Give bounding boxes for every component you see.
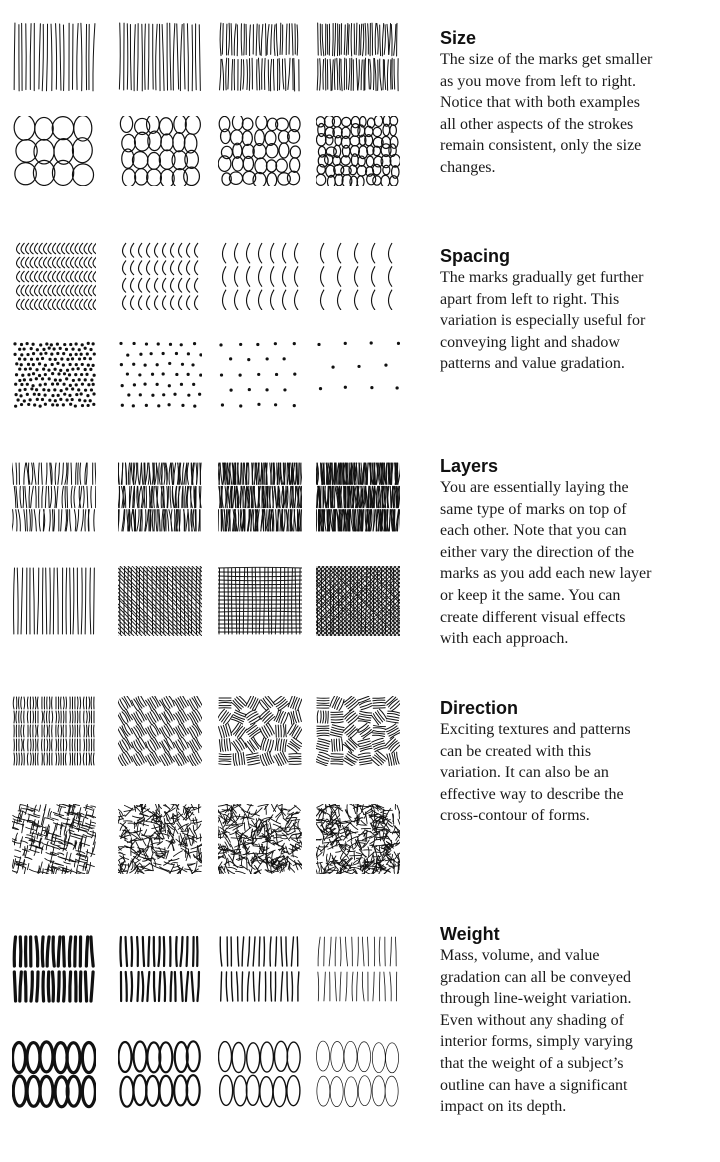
texture-panel xyxy=(118,340,202,410)
texture-panel xyxy=(118,566,202,636)
texture-panel xyxy=(118,462,202,532)
texture-swatch xyxy=(12,566,96,636)
section-size xyxy=(0,0,720,230)
section-heading: Weight xyxy=(440,924,500,944)
texture-swatch xyxy=(316,1040,400,1110)
section-heading: Direction xyxy=(440,698,519,718)
texture-panels-layers xyxy=(12,462,417,652)
texture-swatch xyxy=(218,22,302,92)
texture-panel xyxy=(218,804,302,874)
texture-swatch xyxy=(316,116,400,186)
texture-panel xyxy=(12,696,96,766)
texture-swatch xyxy=(118,116,202,186)
texture-panel xyxy=(12,240,96,310)
texture-panel xyxy=(218,1040,302,1110)
texture-panel xyxy=(316,340,400,410)
texture-panel xyxy=(316,1040,400,1110)
texture-swatch xyxy=(218,340,302,410)
section-body: The marks gradually get further apart from left to right. This variation is especially useful for conveying light and shadow patterns and value gradation. xyxy=(440,269,646,373)
texture-swatch xyxy=(12,462,96,532)
texture-panel xyxy=(118,934,202,1004)
texture-swatch xyxy=(118,340,202,410)
texture-panel xyxy=(218,116,302,186)
section-heading: Size xyxy=(440,28,477,48)
section-body: Exciting textures and patterns can be created with this variation. It can also be an effective way to describe the cross-contour of forms. xyxy=(440,721,631,825)
texture-panels-weight xyxy=(12,934,417,1134)
texture-panel xyxy=(118,696,202,766)
texture-swatch xyxy=(316,340,400,410)
texture-swatch xyxy=(218,566,302,636)
texture-panel xyxy=(218,462,302,532)
texture-swatch xyxy=(12,1040,96,1110)
texture-panel xyxy=(218,340,302,410)
text-column-layers xyxy=(440,456,712,650)
texture-panel xyxy=(218,696,302,766)
texture-swatch xyxy=(12,934,96,1004)
texture-panel xyxy=(218,22,302,92)
texture-panel xyxy=(12,804,96,874)
texture-swatch xyxy=(12,340,96,410)
texture-panel xyxy=(12,116,96,186)
texture-swatch xyxy=(218,462,302,532)
texture-swatch xyxy=(316,934,400,1004)
text-column-spacing xyxy=(440,246,712,375)
texture-panel xyxy=(316,566,400,636)
texture-swatch xyxy=(218,1040,302,1110)
texture-swatch xyxy=(316,240,400,310)
texture-panel xyxy=(12,462,96,532)
texture-panel xyxy=(12,340,96,410)
section-direction xyxy=(0,690,720,920)
texture-panel xyxy=(218,240,302,310)
texture-panels-size xyxy=(12,22,417,202)
texture-swatch xyxy=(118,696,202,766)
texture-panel xyxy=(218,566,302,636)
section-body: You are essentially laying the same type of marks on top of each other. Note that you can either vary the direction of the marks as you add each new layer or keep it the same. You can create different visual effects with each approach. xyxy=(440,479,652,648)
texture-swatch xyxy=(218,116,302,186)
texture-panel xyxy=(12,566,96,636)
texture-swatch xyxy=(118,462,202,532)
text-column-direction xyxy=(440,698,712,827)
texture-swatch xyxy=(118,240,202,310)
texture-panels-direction xyxy=(12,696,417,886)
section-layers xyxy=(0,450,720,690)
section-body: The size of the marks get smaller as you move from left to right. Notice that with both examples all other aspects of the strokes remain consistent, only the size changes. xyxy=(440,51,653,176)
text-column-size xyxy=(440,28,712,179)
texture-swatch xyxy=(118,566,202,636)
texture-swatch xyxy=(218,804,302,874)
texture-panel xyxy=(316,934,400,1004)
texture-panel xyxy=(118,22,202,92)
texture-panel xyxy=(118,116,202,186)
texture-panel xyxy=(316,462,400,532)
section-weight xyxy=(0,920,720,1162)
texture-swatch xyxy=(316,462,400,532)
texture-panel xyxy=(118,804,202,874)
texture-panel xyxy=(316,240,400,310)
texture-swatch xyxy=(218,696,302,766)
text-column-weight xyxy=(440,924,712,1118)
texture-panel xyxy=(316,804,400,874)
texture-swatch xyxy=(118,934,202,1004)
texture-swatch xyxy=(12,116,96,186)
section-body: Mass, volume, and value gradation can all be conveyed through line-weight variation. Even without any shading of interior forms, simply varying that the weight of a subject’s outline can have a significant impact on its depth. xyxy=(440,947,633,1116)
texture-swatch xyxy=(316,696,400,766)
texture-panel xyxy=(316,116,400,186)
section-heading: Layers xyxy=(440,456,499,476)
texture-swatch xyxy=(316,566,400,636)
texture-panels-spacing xyxy=(12,240,417,420)
texture-panel xyxy=(316,22,400,92)
texture-swatch xyxy=(118,1040,202,1110)
section-heading: Spacing xyxy=(440,246,511,266)
texture-swatch xyxy=(118,804,202,874)
section-spacing xyxy=(0,230,720,450)
texture-swatch xyxy=(316,804,400,874)
texture-swatch xyxy=(218,934,302,1004)
texture-panel xyxy=(12,1040,96,1110)
texture-swatch xyxy=(12,240,96,310)
texture-panel xyxy=(12,934,96,1004)
texture-swatch xyxy=(12,804,96,874)
texture-swatch xyxy=(218,240,302,310)
texture-panel xyxy=(118,240,202,310)
texture-panel xyxy=(316,696,400,766)
texture-swatch xyxy=(118,22,202,92)
texture-panel xyxy=(12,22,96,92)
texture-panel xyxy=(118,1040,202,1110)
texture-swatch xyxy=(12,22,96,92)
texture-swatch xyxy=(316,22,400,92)
texture-swatch xyxy=(12,696,96,766)
texture-panel xyxy=(218,934,302,1004)
